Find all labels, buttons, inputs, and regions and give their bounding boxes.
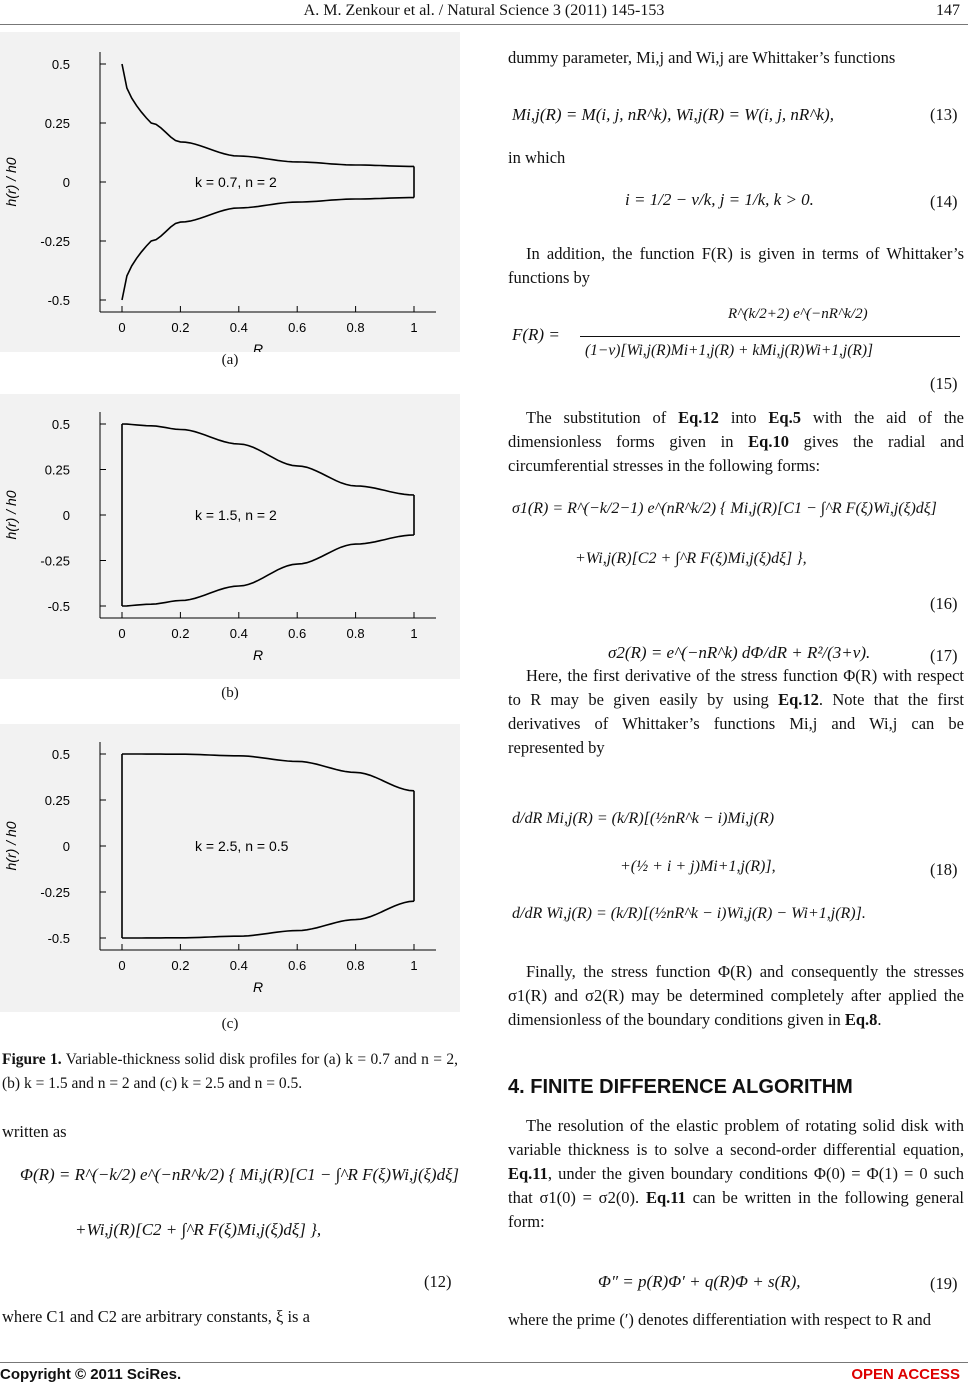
y-tick-label: -0.25 [40,553,70,569]
eq17: σ2(R) = e^(−nR^k) dΦ/dR + R²/(3+ν). [608,643,871,662]
figure-a [0,32,460,352]
eq14: i = 1/2 − ν/k, j = 1/k, k > 0. [625,190,814,209]
footer-copyright: Copyright © 2011 SciRes. [0,1366,182,1383]
eq15-numerator: R^(k/2+2) e^(−nR^k/2) [728,306,868,322]
para-2: In addition, the function F(R) is given in terms of Whittaker’s functions by [508,244,964,287]
figure-c [0,724,460,1012]
y-axis-label: h(r) / h0 [3,157,19,207]
y-tick-label: 0.25 [44,793,70,808]
in-which: in which [508,148,566,167]
x-axis-label: R [252,341,264,352]
para-7: where the prime (′) denotes differentiation with respect to R and [508,1310,931,1329]
eq13: Mi,j(R) = M(i, j, nR^k), Wi,j(R) = W(i, j, nR^k), [512,105,834,124]
eq15-denominator: (1−ν)[Wi,j(R)Mi+1,j(R) + kMi,j(R)Wi+1,j(R)] [585,342,874,359]
y-tick-label: 0 [62,508,70,523]
eq17-number: (17) [930,646,958,665]
y-axis-label: h(r) / h0 [3,821,19,871]
y-tick-label: 0.25 [44,116,70,131]
eq15-number: (15) [930,374,958,393]
x-tick-label: 0.8 [346,626,365,641]
eq18-number: (18) [930,860,958,879]
eq18-line2: +(½ + i + j)Mi+1,j(R)], [620,858,776,875]
y-tick-label: 0 [62,839,70,854]
figure-caption [2,1048,458,1096]
x-tick-label: 1 [410,320,418,335]
eq15-lhs: F(R) = [512,325,560,344]
para-6: The resolution of the elastic problem of rotating solid disk with variable thickness is to solve a second-order differential equation, Eq.11, under the given boundary conditions Φ(0) = Φ(1) = 0 such that σ1(0) = σ2(0). Eq.11 can be written in the following general form: [508,1116,964,1231]
written-as: written as [2,1122,67,1141]
eq12-line2: +Wi,j(R)[C2 + ∫^R F(ξ)Mi,j(ξ)dξ] }, [75,1220,322,1239]
caption-label: Figure 1. [2,1051,62,1068]
figure-a-label: (a) [221,352,239,368]
y-tick-label: -0.5 [47,599,70,614]
para-1: dummy parameter, Mi,j and Wi,j are Whittaker’s functions [508,48,896,67]
y-tick-label: -0.25 [40,885,70,900]
x-tick-label: 1 [410,958,418,973]
para-5: Finally, the stress function Φ(R) and consequently the stresses σ1(R) and σ2(R) may be determined completely after applied the dimensionless of the boundary conditions given in Eq.8. [508,962,964,1029]
figure-b [0,394,460,679]
eq13-number: (13) [930,105,958,124]
eq15-fraction-bar [580,336,960,337]
eq14-number: (14) [930,192,958,211]
x-tick-label: 0.2 [171,320,190,335]
x-tick-label: 0.4 [229,320,248,335]
y-tick-label: 0.5 [51,747,70,762]
footer-open-access: OPEN ACCESS [851,1366,960,1383]
x-tick-label: 0 [118,626,126,641]
caption-text: Variable-thickness solid disk profiles for (a) k = 0.7 and n = 2, (b) k = 1.5 and n = 2 and (c) k = 2.5 and n = 0.5. [2,1051,458,1092]
x-tick-label: 0 [118,320,126,335]
x-tick-label: 0.4 [229,626,248,641]
eq12-line1: Φ(R) = R^(−k/2) e^(−nR^k/2) { Mi,j(R)[C1 − ∫^R F(ξ)Wi,j(ξ)dξ] [20,1165,459,1184]
eq16-number: (16) [930,594,958,613]
x-tick-label: 0.8 [346,958,365,973]
running-header: A. M. Zenkour et al. / Natural Science 3 (2011) 145-153 [303,2,665,19]
y-axis-label: h(r) / h0 [3,490,19,540]
profile-annotation: k = 0.7, n = 2 [195,174,277,190]
x-tick-label: 0.4 [229,958,248,973]
x-tick-label: 0.6 [288,958,307,973]
y-tick-label: -0.25 [40,234,70,249]
x-tick-label: 0.2 [171,626,190,641]
y-tick-label: 0.5 [51,417,70,432]
eq19: Φ″ = p(R)Φ′ + q(R)Φ + s(R), [598,1272,801,1291]
profile-annotation: k = 2.5, n = 0.5 [195,838,289,854]
eq12-number: (12) [424,1272,452,1291]
x-axis-label: R [252,647,264,663]
eq19-number: (19) [930,1274,958,1293]
chart-b [0,394,460,679]
y-tick-label: 0.25 [44,462,70,478]
y-tick-label: -0.5 [47,931,70,946]
figure-c-label: (c) [221,1016,239,1032]
page-number: 147 [936,2,960,19]
y-tick-label: -0.5 [47,293,70,308]
eq18-line3: d/dR Wi,j(R) = (k/R)[(½nR^k − i)Wi,j(R) − Wi+1,j(R)]. [512,905,866,922]
y-tick-label: 0.5 [51,57,70,72]
eq16-line2: +Wi,j(R)[C2 + ∫^R F(ξ)Mi,j(ξ)dξ] }, [575,550,807,567]
eq18-line1: d/dR Mi,j(R) = (k/R)[(½nR^k − i)Mi,j(R) [512,810,775,827]
x-tick-label: 0.2 [171,958,190,973]
para-3: The substitution of Eq.12 into Eq.5 with the aid of the dimensionless forms given in Eq.10 gives the radial and circumferential stresses in the following forms: [508,408,965,475]
para-4: Here, the first derivative of the stress function Φ(R) with respect to R may be given easily by using Eq.12. Note that the first derivatives of Whittaker’s functions Mi,j and Wi,j can be represented by [508,666,964,757]
section-heading: 4. FINITE DIFFERENCE ALGORITHM [508,1076,853,1098]
eq16-line1: σ1(R) = R^(−k/2−1) e^(nR^k/2) { Mi,j(R)[C1 − ∫^R F(ξ)Wi,j(ξ)dξ] [512,500,937,517]
figure-b-label: (b) [221,685,239,701]
profile-annotation: k = 1.5, n = 2 [195,507,277,523]
footer-rule [0,1362,968,1363]
where-text: where C1 and C2 are arbitrary constants, ξ is a [2,1307,310,1326]
x-tick-label: 0.6 [288,626,307,641]
x-tick-label: 0 [118,958,126,973]
x-axis-label: R [252,979,264,995]
x-tick-label: 1 [410,626,418,641]
header-rule [0,24,968,25]
chart-a [0,32,460,352]
chart-c [0,724,460,1012]
x-tick-label: 0.8 [346,320,365,335]
y-tick-label: 0 [62,175,70,190]
x-tick-label: 0.6 [288,320,307,335]
